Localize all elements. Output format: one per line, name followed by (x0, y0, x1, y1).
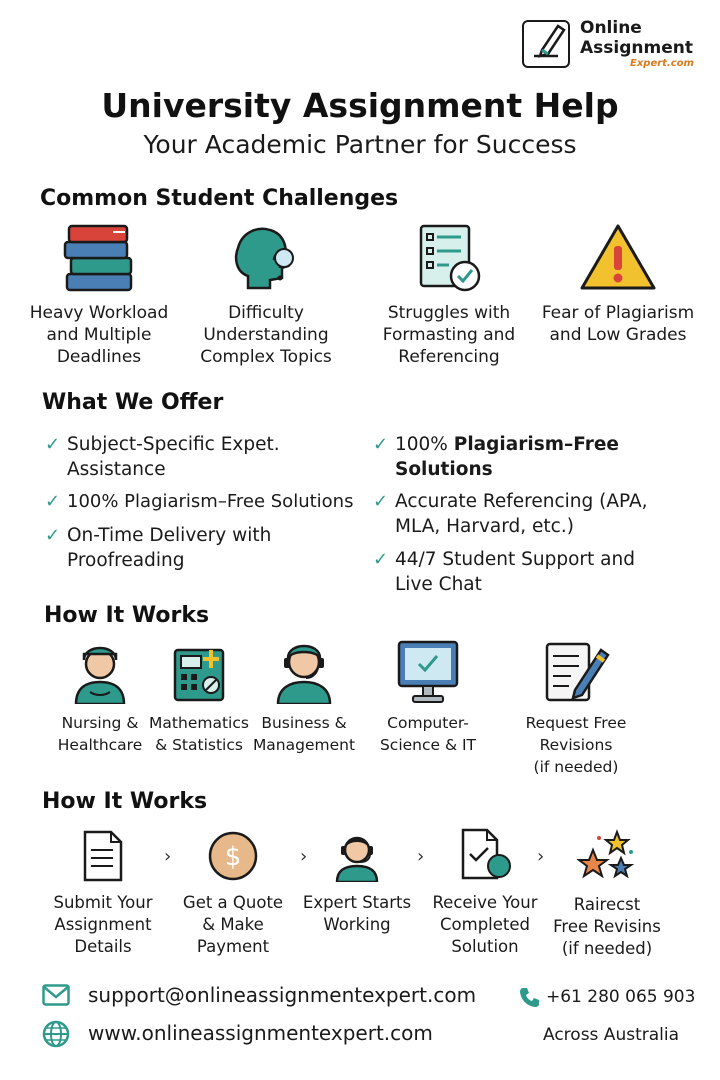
challenge-item (14, 222, 184, 368)
step-item (165, 830, 301, 958)
offer-line: Subject-Specific Expet. (67, 434, 280, 455)
offer-line: Live Chat (395, 574, 482, 595)
challenge-item (181, 222, 351, 368)
challenge-item (364, 222, 534, 368)
offer-item (45, 489, 367, 514)
subject-label-line: Healthcare (57, 736, 143, 754)
service-region: Across Australia (543, 1025, 680, 1045)
warning-icon (578, 222, 658, 294)
email-link[interactable]: support@onlineassignmentexpert.com (88, 983, 477, 1007)
step-item (44, 830, 162, 958)
offer-item (373, 489, 705, 539)
subject-label-line: Revisions (539, 736, 613, 754)
challenges-heading: Common Student Challenges (40, 186, 399, 211)
pencil-icon (522, 20, 570, 68)
challenge-label-line: Fear of Plagiarism (541, 303, 695, 323)
offer-line: 100% Plagiarism–Free Solutions (67, 491, 354, 512)
svg-text:$: $ (224, 842, 242, 872)
step-label-line: Submit Your (53, 893, 153, 912)
challenge-label-line: and Multiple (46, 325, 152, 345)
offer-line: MLA, Harvard, etc.) (395, 516, 574, 537)
stars-icon (577, 828, 637, 884)
subject-label-line: Request Free (525, 714, 627, 732)
checkmark-icon: ✓ (45, 491, 61, 512)
challenge-label-line: Complex Topics (200, 347, 332, 367)
challenge-label-line: Understanding (203, 325, 329, 345)
brand-logo (520, 14, 715, 74)
step-item (426, 828, 544, 958)
subject-label-line: & Statistics (155, 736, 243, 754)
phone-link[interactable]: +61 280 065 903 (546, 987, 696, 1007)
computer-monitor-icon (395, 640, 461, 704)
checkmark-icon: ✓ (373, 434, 389, 455)
offer-item (373, 432, 695, 482)
chevron-right-icon: › (537, 846, 545, 867)
chevron-right-icon: › (417, 846, 425, 867)
challenge-label-line: Heavy Workload (29, 303, 169, 323)
chevron-right-icon: › (164, 846, 172, 867)
step-item (298, 828, 416, 936)
step-label-line: Working (323, 915, 391, 934)
offer-line: Assistance (67, 459, 166, 480)
business-person-icon (272, 636, 336, 704)
step-label-line: Solution (451, 937, 519, 956)
offer-item (373, 547, 695, 597)
subject-label-line: (if needed) (533, 758, 619, 776)
step-label-line: & Make Payment (196, 915, 270, 956)
step-label-line: Receive Your (432, 893, 538, 912)
challenge-label-line: Referencing (398, 347, 500, 367)
checkmark-icon: ✓ (45, 434, 61, 455)
page-subtitle: Your Academic Partner for Success (143, 130, 577, 159)
subject-label-line: Science & IT (379, 736, 477, 754)
books-icon (59, 222, 139, 294)
envelope-icon (42, 984, 70, 1006)
website-link[interactable]: www.onlineassignmentexpert.com (88, 1021, 433, 1045)
step-item (548, 828, 666, 960)
step-label-line: Completed (440, 915, 530, 934)
step-label-line: Assignment (54, 915, 152, 934)
step-label-line: Free Revisins (553, 917, 661, 936)
offer-item (45, 523, 357, 573)
challenge-label-line: Formasting and (382, 325, 516, 345)
chevron-right-icon: › (300, 846, 308, 867)
step-label-line: Rairecst (573, 895, 641, 914)
globe-icon (42, 1020, 70, 1048)
subject-item (370, 640, 486, 756)
subject-item (515, 640, 637, 778)
offer-line: 100% (395, 434, 454, 455)
offer-line: Proofreading (67, 550, 185, 571)
checkmark-icon: ✓ (45, 525, 61, 546)
brand-line-2: Assignment (580, 38, 693, 58)
subject-label-line: Management (252, 736, 356, 754)
checkmark-icon: ✓ (373, 549, 389, 570)
subject-item (148, 638, 250, 756)
offer-line: Accurate Referencing (APA, (395, 491, 648, 512)
challenge-item (533, 222, 703, 346)
challenge-label-line: and Low Grades (549, 325, 687, 345)
checkmark-icon: ✓ (373, 491, 389, 512)
subjects-heading: How It Works (44, 603, 210, 628)
dollar-coin-icon (207, 830, 259, 882)
offer-bold: Plagiarism–Free (453, 434, 619, 455)
challenge-label-line: Deadlines (56, 347, 142, 367)
nurse-icon (68, 638, 132, 704)
offer-line: 44/7 Student Support and (395, 549, 635, 570)
step-label-line: Expert Starts (302, 893, 412, 912)
subject-item (250, 636, 358, 756)
offer-line: Solutions (395, 459, 493, 480)
challenge-label-line: Difficulty (228, 303, 304, 323)
brand-line-3: Expert.com (630, 58, 694, 69)
checklist-icon (409, 222, 489, 294)
phone-icon (519, 986, 541, 1008)
offer-heading: What We Offer (42, 390, 224, 415)
subject-label-line: Mathematics (149, 714, 249, 732)
offer-line: On-Time Delivery with (67, 525, 272, 546)
step-label-line: Details (74, 937, 132, 956)
document-pencil-icon (541, 640, 611, 704)
page-title: University Assignment Help (101, 86, 619, 125)
subject-label-line: Nursing & (61, 714, 139, 732)
brand-line-1: Online (580, 18, 642, 38)
calculator-icon (167, 638, 231, 704)
challenge-label-line: Struggles with (387, 303, 511, 323)
completed-document-icon (457, 828, 513, 882)
steps-heading: How It Works (42, 789, 208, 814)
subject-item (48, 638, 152, 756)
offer-item (45, 432, 357, 482)
document-icon (81, 830, 125, 882)
subject-label-line: Business & (261, 714, 347, 732)
head-question-icon (226, 222, 306, 294)
subject-label-line: Computer- (387, 714, 469, 732)
support-agent-icon (331, 828, 383, 882)
step-label-line: (if needed) (561, 939, 653, 958)
step-label-line: Get a Quote (182, 893, 284, 912)
